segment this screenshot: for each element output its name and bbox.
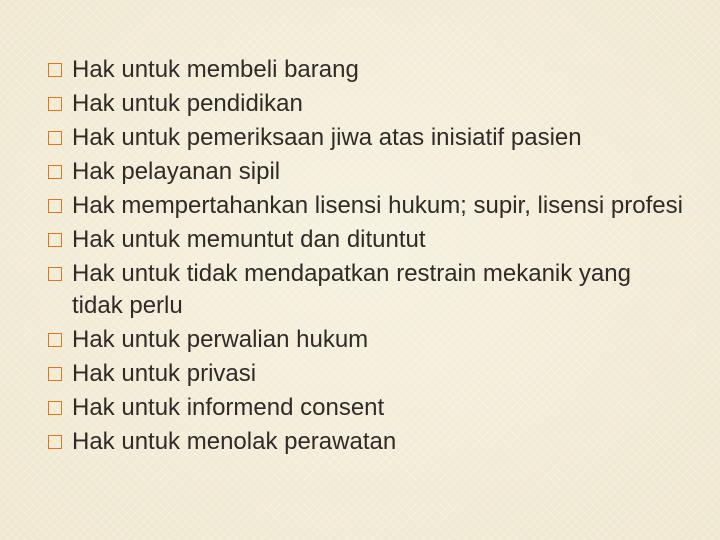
- list-item: [48, 88, 688, 120]
- bullet-text: Hak untuk menolak perawatan: [72, 428, 397, 455]
- bullet-text: Hak untuk informend consent: [72, 394, 385, 421]
- bullet-text: Hak untuk pemeriksaan jiwa atas inisiatif pasien: [72, 124, 582, 151]
- list-item: [48, 156, 688, 188]
- bullet-text: Hak untuk privasi: [72, 360, 257, 387]
- square-outline-icon: [48, 333, 62, 347]
- list-item: [48, 224, 688, 256]
- square-outline-icon: [48, 165, 62, 179]
- square-outline-icon: [48, 401, 62, 415]
- square-outline-icon: [48, 63, 62, 77]
- square-outline-icon: [48, 435, 62, 449]
- bullet-text: Hak untuk membeli barang: [72, 56, 359, 83]
- list-item: [48, 358, 688, 390]
- bullet-text: Hak untuk perwalian hukum: [72, 326, 369, 353]
- list-item: [48, 54, 688, 86]
- list-item: [48, 190, 688, 222]
- square-outline-icon: [48, 131, 62, 145]
- bullet-text: Hak untuk pendidikan: [72, 90, 303, 117]
- square-outline-icon: [48, 97, 62, 111]
- list-item: [48, 258, 688, 322]
- square-outline-icon: [48, 233, 62, 247]
- bullet-text: Hak pelayanan sipil: [72, 158, 281, 185]
- square-outline-icon: [48, 367, 62, 381]
- list-item: [48, 122, 688, 154]
- square-outline-icon: [48, 199, 62, 213]
- list-item: [48, 392, 688, 424]
- bullet-text: Hak untuk tidak mendapatkan restrain mekanik yang tidak perlu: [72, 260, 631, 319]
- bullet-text: Hak untuk memuntut dan dituntut: [72, 226, 426, 253]
- list-item: [48, 324, 688, 356]
- bullet-list: [48, 54, 688, 460]
- bullet-text: Hak mempertahankan lisensi hukum; supir, lisensi profesi: [72, 192, 683, 219]
- square-outline-icon: [48, 267, 62, 281]
- list-item: [48, 426, 688, 458]
